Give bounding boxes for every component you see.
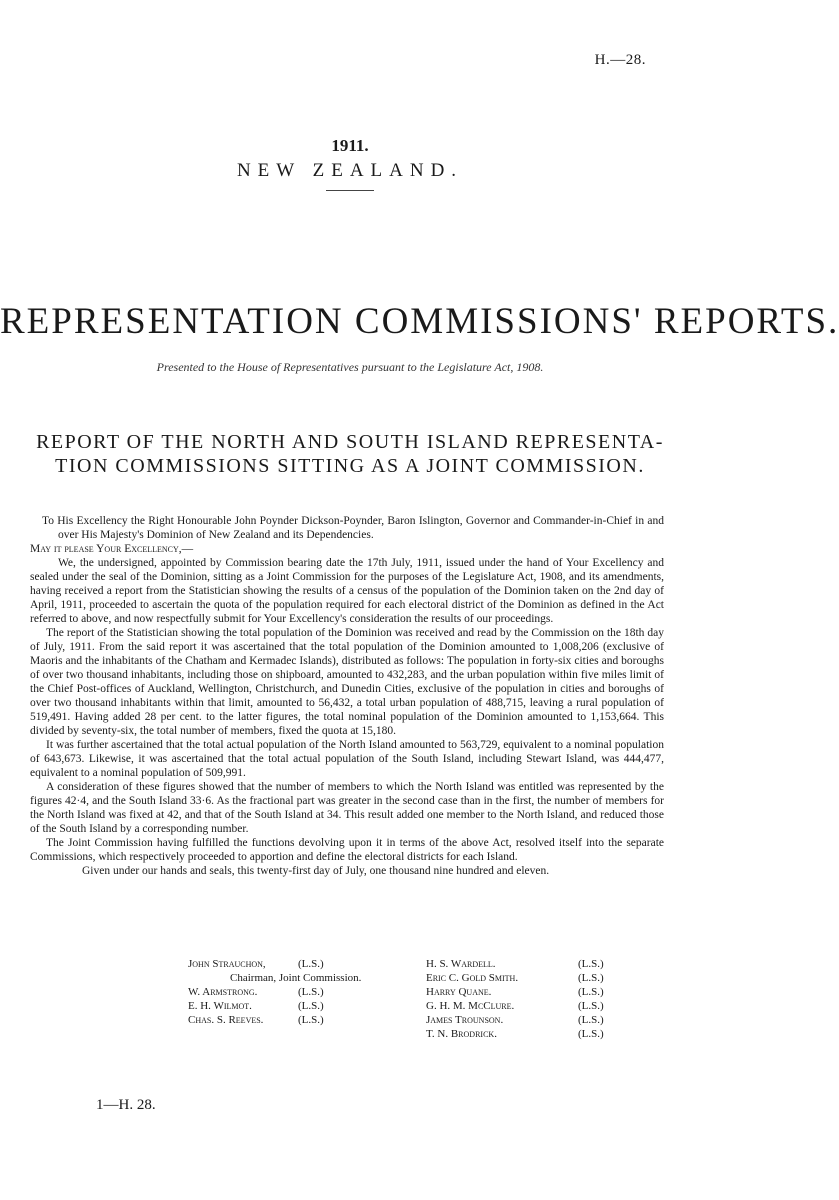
seal-mark: (L.S.): [298, 986, 324, 998]
footer-code: 1—H. 28.: [96, 1097, 156, 1113]
paragraph-5: The Joint Commission having fulfilled the functions devolving upon it in terms of the above Act, resolved itself into the separate Commissions, which respectively proceeded to apportion and define the electoral districts for each Island.: [30, 837, 664, 863]
report-title-line-1: REPORT OF THE NORTH AND SOUTH ISLAND REPRESENTA-: [36, 431, 664, 453]
seal-mark: (L.S.): [298, 1000, 324, 1012]
paragraph-2: The report of the Statistician showing the total population of the Dominion was received and read by the Commission on the 18th day of July, 1911. From the said report it was ascertained that the total population of the Dominion amounted to 1,008,206 (exclusive of Maoris and the inhabitants of the Chatham and Kermadec Islands), distributed as follows: The population in forty-six cities and boroughs of over two thousand inhabitants, including those on shipboard, amounted to 432,283, and the urban population within five miles limit of the Chief Post-offices of Auckland, Wellington, Christchurch, and Dunedin Cities, exclusive of the population in cities and boroughs of over two thousand inhabitants within that limit, amounted to 56,432, a total urban population of 488,715, leaving a rural population of 519,491. Having added 28 per cent. to the latter figures, the total nominal population of the Dominion amounted to 1,153,664. This divided by seventy-six, the total number of members, fixed the quota at 15,180.: [30, 627, 664, 737]
divider-rule: [326, 190, 374, 191]
signature-row: [188, 1013, 658, 1027]
signature-row: [188, 999, 658, 1013]
seal-mark: (L.S.): [298, 958, 324, 970]
signatory-name: John Strauchon,: [188, 958, 266, 970]
signature-row: [188, 971, 658, 985]
chairman-note: Chairman, Joint Commission.: [230, 972, 362, 984]
salutation: May it please Your Excellency,—: [30, 543, 194, 555]
signature-block: [188, 957, 658, 1041]
seal-mark: (L.S.): [578, 1028, 604, 1040]
seal-mark: (L.S.): [578, 986, 604, 998]
report-body: [30, 514, 664, 878]
seal-mark: (L.S.): [578, 958, 604, 970]
page-code: H.—28.: [594, 52, 646, 68]
presented-note: Presented to the House of Representatives pursuant to the Legislature Act, 1908.: [156, 360, 544, 374]
main-title: REPRESENTATION COMMISSIONS' REPORTS.: [0, 301, 839, 342]
signatory-name: W. Armstrong.: [188, 986, 258, 998]
signatory-name: Eric C. Gold Smith.: [426, 972, 519, 984]
signatory-name: H. S. Wardell.: [426, 958, 496, 970]
signatory-name: James Trounson.: [426, 1014, 504, 1026]
paragraph-4: A consideration of these figures showed that the number of members to which the North Island was entitled was represented by the figures 42·4, and the South Island 33·6. As the fractional part was greater in the second case than in the first, the number of members for the North Island was fixed at 42, and that of the South Island at 34. This result added one member to the North Island, and reduced those of the South Island by a corresponding number.: [30, 781, 664, 835]
seal-mark: (L.S.): [578, 1014, 604, 1026]
signatory-name: T. N. Brodrick.: [426, 1028, 497, 1040]
signatory-name: Harry Quane.: [426, 986, 492, 998]
report-title: [30, 430, 670, 478]
signatory-name: G. H. M. McClure.: [426, 1000, 515, 1012]
signature-row: [188, 957, 658, 971]
seal-mark: (L.S.): [298, 1014, 324, 1026]
report-title-line-2: TION COMMISSIONS SITTING AS A JOINT COMMISSION.: [55, 455, 645, 477]
address: To His Excellency the Right Honourable John Poynder Dickson-Poynder, Baron Islington, Governor and Commander-in-Chief in and over His Majesty's Dominion of New Zealand and its Dependencies.: [42, 515, 664, 541]
signature-row: [188, 1027, 658, 1041]
paragraph-1: We, the undersigned, appointed by Commission bearing date the 17th July, 1911, issued under the hand of Your Excellency and sealed under the seal of the Dominion, sitting as a Joint Commission for the purposes of the Legislature Act, 1908, and its amendments, having received a report from the Statistician showing the results of a census of the population of the Dominion taken on the 2nd day of April, 1911, proceeded to ascertain the quota of the population required for each electoral district of the Dominion as defined in the Act referred to above, and now respectfully submit for Your Excellency's consideration the results of our proceedings.: [30, 557, 664, 625]
given-under-hands: Given under our hands and seals, this twenty-first day of July, one thousand nine hundred and eleven.: [82, 865, 550, 877]
country-heading: NEW ZEALAND.: [236, 160, 464, 181]
signature-row: [188, 985, 658, 999]
year: 1911.: [331, 136, 369, 155]
seal-mark: (L.S.): [578, 972, 604, 984]
signatory-name: E. H. Wilmot.: [188, 1000, 252, 1012]
paragraph-3: It was further ascertained that the total actual population of the North Island amounted to 563,729, equivalent to a nominal population of 643,673. Likewise, it was ascertained that the total actual population of the South Island, including Stewart Island, was 444,477, equivalent to a nominal population of 509,991.: [30, 739, 664, 779]
signatory-name: Chas. S. Reeves.: [188, 1014, 264, 1026]
seal-mark: (L.S.): [578, 1000, 604, 1012]
